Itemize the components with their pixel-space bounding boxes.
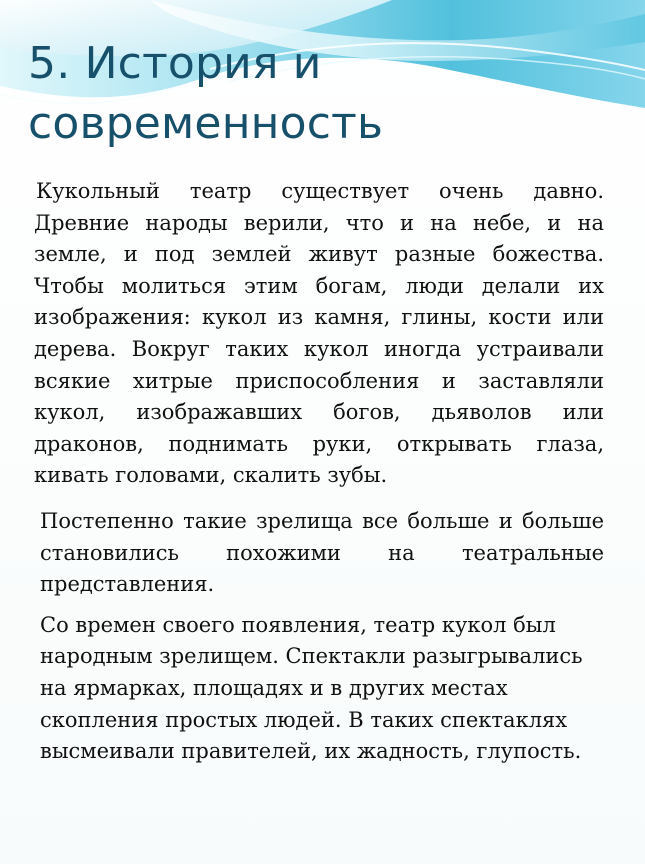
paragraph-history: Кукольный театр существует очень давно. Древние народы верили, что и на небе, и на земле, и под землей живут разные божества. Чтобы молиться этим богам, люди делали их изображения: кукол из камня, глины, кости или дерева. Вокруг таких кукол иногда устраивали всякие хитрые приспособления и заставляли кукол, изображавших богов, дьяволов или драконов, поднимать руки, открывать глаза, кивать головами, скалить зубы.: [34, 179, 604, 488]
paragraph-development: Постепенно такие зрелища все больше и больше становились похожими на театральные представления.: [40, 508, 604, 597]
paragraph-folk-theatre: Со времен своего появления, театр кукол был народным зрелищем. Спектакли разыгрывались на ярмарках, площадях и в других местах скопления простых людей. В таких спектаклях высмеивали правителей, их жадность, глупость.: [40, 612, 583, 764]
slide-body: [34, 176, 604, 768]
slide-title: 5. История и современность: [28, 38, 384, 149]
